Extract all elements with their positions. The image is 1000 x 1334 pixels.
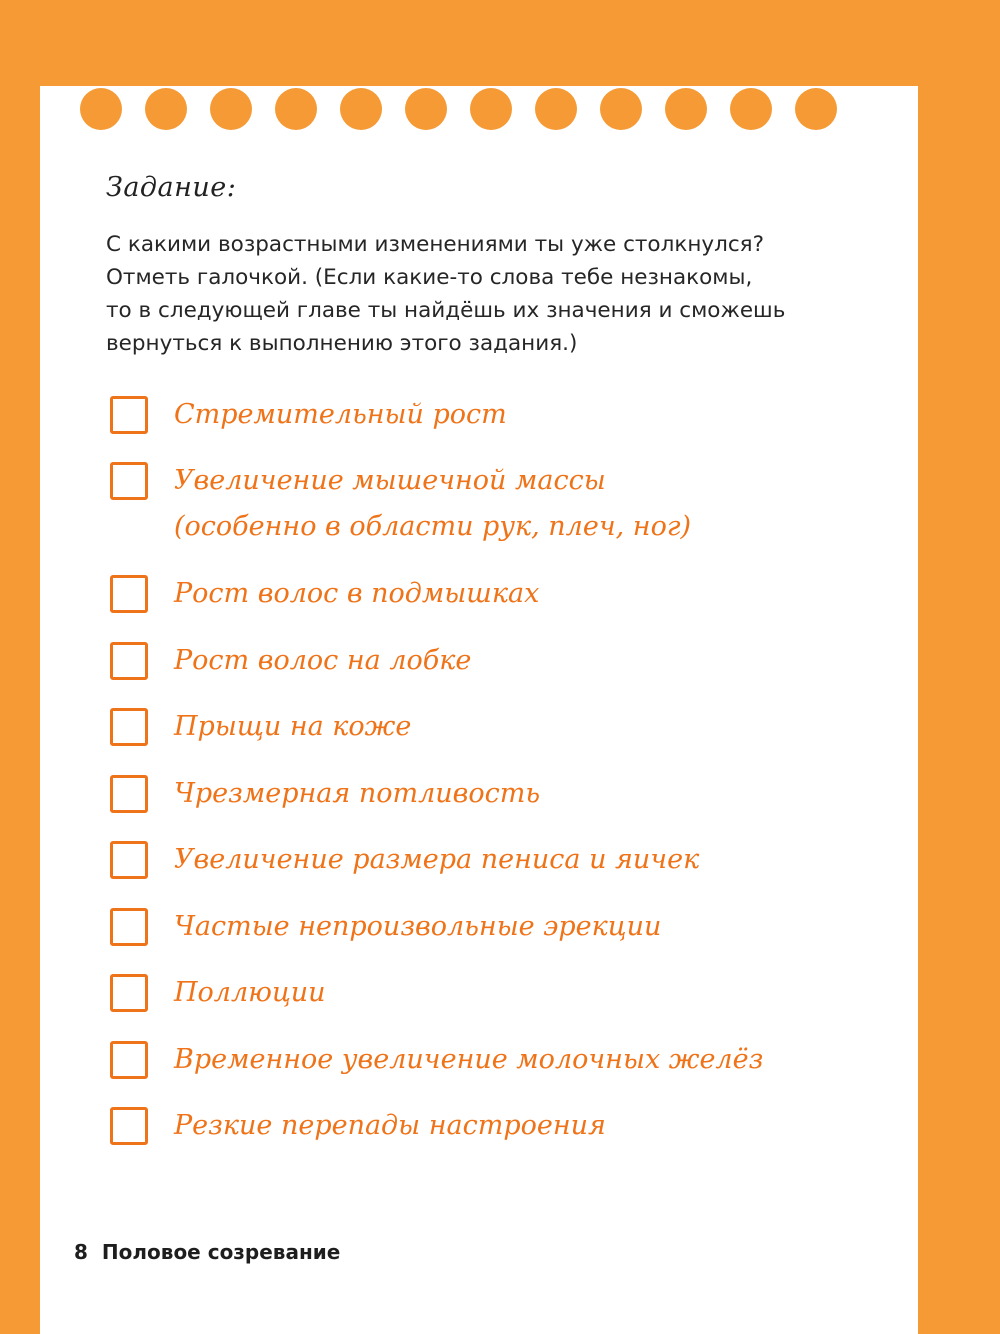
checkbox[interactable] bbox=[110, 396, 148, 434]
checkbox[interactable] bbox=[110, 908, 148, 946]
checkbox[interactable] bbox=[110, 775, 148, 813]
checkbox[interactable] bbox=[110, 575, 148, 613]
checklist-label: Поллюции bbox=[174, 977, 326, 1008]
instruction-line: то в следующей главе ты найдёшь их значения и сможешь bbox=[106, 298, 786, 323]
checklist-label: Увеличение размера пениса и яичек bbox=[174, 844, 700, 875]
checklist-label-continuation: (особенно в области рук, плеч, ног) bbox=[174, 511, 692, 542]
checkbox[interactable] bbox=[110, 708, 148, 746]
section-title: Половое созревание bbox=[101, 1240, 341, 1264]
instruction-line: Отметь галочкой. (Если какие-то слова тебе незнакомы, bbox=[106, 265, 753, 290]
instruction-line: вернуться к выполнению этого задания.) bbox=[106, 331, 578, 356]
checkbox[interactable] bbox=[110, 974, 148, 1012]
checkbox[interactable] bbox=[110, 1041, 148, 1079]
instruction-line: С какими возрастными изменениями ты уже столкнулся? bbox=[106, 232, 765, 257]
checklist-label: Рост волос на лобке bbox=[174, 645, 472, 676]
change-checklist bbox=[108, 0, 868, 1200]
checklist-label: Временное увеличение молочных желёз bbox=[174, 1044, 764, 1075]
checklist-label: Частые непроизвольные эрекции bbox=[174, 911, 662, 942]
checklist-label: Увеличение мышечной массы bbox=[174, 465, 606, 496]
checkbox[interactable] bbox=[110, 841, 148, 879]
task-heading: Задание: bbox=[106, 172, 237, 203]
checklist-label: Чрезмерная потливость bbox=[174, 778, 541, 809]
checklist-label: Резкие перепады настроения bbox=[174, 1110, 606, 1141]
page-footer bbox=[74, 1240, 340, 1264]
checklist-label: Стремительный рост bbox=[174, 399, 507, 430]
checkbox[interactable] bbox=[110, 1107, 148, 1145]
page-number: 8 bbox=[74, 1240, 88, 1264]
checkbox[interactable] bbox=[110, 462, 148, 500]
checkbox[interactable] bbox=[110, 642, 148, 680]
checklist-label: Прыщи на коже bbox=[174, 711, 412, 742]
checklist-label: Рост волос в подмышках bbox=[174, 578, 540, 609]
